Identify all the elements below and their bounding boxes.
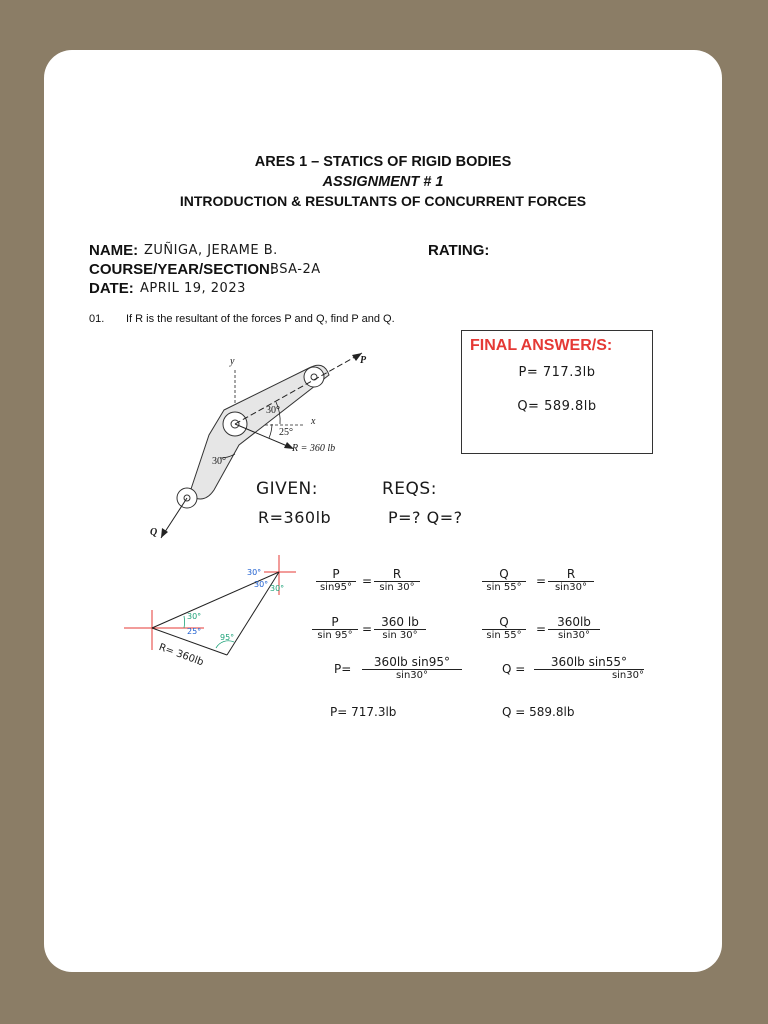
rating-label: RATING: (428, 242, 490, 259)
name-value: ZUÑIGA, JERAME B. (144, 243, 278, 258)
r-row1-fraction (374, 567, 420, 593)
p-row2-equals: = (362, 622, 373, 636)
q-row2-den: sin 55° (486, 630, 522, 641)
r-row2-fraction (374, 615, 426, 641)
p-row2-den: sin 95° (317, 630, 353, 641)
problem-number: 01. (89, 313, 105, 325)
course-label: COURSE/YEAR/SECTION: (89, 261, 275, 278)
rq-row1-den: sin30° (554, 582, 588, 593)
q-row2-equals: = (536, 622, 547, 636)
rq-row2-num: 360lb (548, 615, 600, 630)
figure-label-q: Q (150, 527, 158, 538)
figure-layer (44, 50, 722, 972)
p-row3-den: sin30° (395, 670, 429, 681)
assignment-sheet (44, 50, 722, 972)
p-row1-equals: = (362, 574, 373, 588)
figure-angle-mid: 25° (279, 427, 293, 438)
q-row1-num: Q (482, 567, 526, 582)
figure-label-p: P (360, 355, 367, 366)
q-row1-fraction (482, 567, 526, 593)
assignment-topic: INTRODUCTION & RESULTANTS OF CONCURRENT FORCES (179, 193, 587, 209)
p-row2-num: P (312, 615, 358, 630)
p-result: P= 717.3lb (330, 705, 397, 719)
course-value: BSA-2A (270, 262, 321, 277)
given-label: GIVEN: (256, 479, 319, 499)
p-row3-num: 360lb sin95° (362, 655, 462, 670)
p-row1-fraction (316, 567, 356, 593)
q-row3-fraction (534, 655, 644, 681)
figure-resultant: R = 360 lb (292, 443, 336, 454)
triangle-angle-top2: 30° (254, 580, 269, 589)
p-row3-fraction (362, 655, 462, 681)
rq-row2-den: sin30° (557, 630, 591, 641)
arc-mid (269, 424, 272, 438)
problem-text: If R is the resultant of the forces P and Q, find P and Q. (126, 313, 395, 325)
rq-row1-num: R (548, 567, 594, 582)
r-row2-den: sin 30° (382, 630, 418, 641)
q-row2-fraction (482, 615, 526, 641)
triangle-angle-bottom: 95° (220, 633, 235, 642)
triangle-r-label: R= 360lb (157, 642, 205, 669)
figure-label-x: x (311, 416, 316, 427)
p-line (235, 353, 362, 424)
course-title: ARES 1 – STATICS OF RIGID BODIES (254, 154, 512, 170)
final-answer-title: FINAL ANSWER/S: (470, 337, 613, 354)
final-answer-p: P= 717.3lb (518, 365, 596, 380)
reqs-label: REQS: (382, 479, 437, 499)
force-triangle (124, 555, 296, 655)
q-result: Q = 589.8lb (502, 705, 575, 719)
date-label: DATE: (89, 280, 134, 297)
figure-label-y: y (230, 356, 235, 367)
date-value: APRIL 19, 2023 (140, 281, 246, 296)
rq-row2-fraction (548, 615, 600, 641)
q-row3-num: 360lb sin55° (534, 655, 644, 670)
triangle-angle-top1: 30° (247, 568, 262, 577)
triangle-angle-left1: 30° (187, 612, 202, 621)
rq-row1-fraction (548, 567, 594, 593)
given-value: R=360lb (258, 508, 332, 527)
p-row1-num: P (316, 567, 356, 582)
p-row3-prefix: P= (334, 662, 352, 676)
assignment-number: ASSIGNMENT # 1 (322, 174, 444, 190)
name-label: NAME: (89, 242, 139, 259)
triangle-arc-left (184, 616, 185, 628)
q-row1-equals: = (536, 574, 547, 588)
p-row2-fraction (312, 615, 358, 641)
p-row1-den: sin95° (319, 582, 353, 593)
triangle-angle-top3: 30° (270, 584, 285, 593)
r-row1-num: R (374, 567, 420, 582)
final-answer-q: Q= 589.8lb (517, 399, 597, 414)
triangle-angle-left2: 25° (187, 627, 202, 636)
reqs-value: P=? Q=? (388, 508, 463, 527)
q-row2-num: Q (482, 615, 526, 630)
r-row1-den: sin 30° (379, 582, 415, 593)
q-row3-prefix: Q = (502, 662, 526, 676)
figure-angle-bottom: 30° (212, 456, 226, 467)
figure-angle-top: 30° (266, 405, 280, 416)
r-row2-num: 360 lb (374, 615, 426, 630)
q-row1-den: sin 55° (486, 582, 522, 593)
q-row3-den: sin30° (611, 670, 644, 681)
